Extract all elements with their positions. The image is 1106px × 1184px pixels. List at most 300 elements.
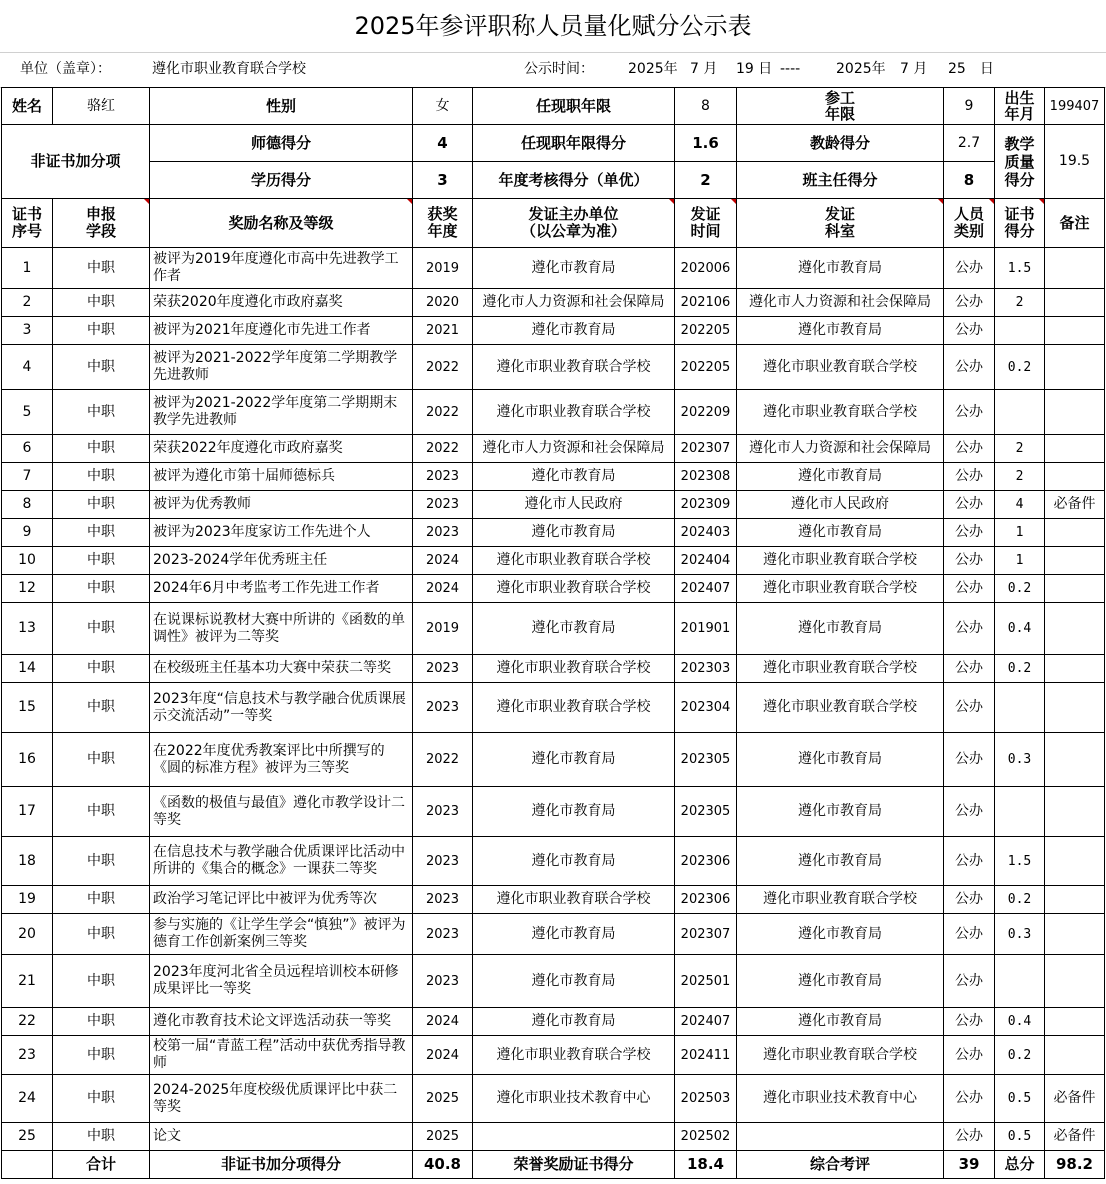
cell-stage: 中职 (53, 1036, 150, 1075)
cell-score: 0.4 (995, 1008, 1045, 1036)
table-row (2, 914, 1105, 955)
cell-time: 202209 (675, 390, 737, 435)
cell-time: 202305 (675, 733, 737, 787)
cell-time: 202307 (675, 435, 737, 463)
cell-award: 2023-2024学年优秀班主任 (150, 547, 413, 575)
cell-stage: 中职 (53, 1123, 150, 1151)
cell-score (995, 390, 1045, 435)
cell-stage: 中职 (53, 547, 150, 575)
cell-year: 2024 (413, 547, 473, 575)
cell-score: 1.5 (995, 248, 1045, 289)
cell-issuer: 遵化市人力资源和社会保障局 (473, 435, 675, 463)
cell-office: 遵化市人力资源和社会保障局 (737, 435, 944, 463)
cell-award: 论文 (150, 1123, 413, 1151)
cell-year: 2023 (413, 787, 473, 837)
non-cert-row-2 (2, 162, 1105, 199)
end-year: 2025年 (836, 61, 886, 77)
cell-time: 202305 (675, 787, 737, 837)
col-note: 备注 (1045, 199, 1105, 248)
cell-seq: 5 (2, 390, 53, 435)
cell-category: 公办 (944, 955, 995, 1008)
end-month: 7 月 (900, 61, 928, 77)
cell-seq: 21 (2, 955, 53, 1008)
cell-score: 0.5 (995, 1123, 1045, 1151)
cell-award: 被评为2019年度遵化市高中先进教学工作者 (150, 248, 413, 289)
table-row (2, 733, 1105, 787)
cell-note (1045, 914, 1105, 955)
cell-office: 遵化市教育局 (737, 914, 944, 955)
annual-eval-label: 年度考核得分（单优） (473, 162, 675, 199)
cell-note (1045, 519, 1105, 547)
cell-award: 荣获2020年度遵化市政府嘉奖 (150, 289, 413, 317)
summary-grand-label: 总分 (995, 1151, 1045, 1179)
cell-time: 202307 (675, 914, 737, 955)
cell-note (1045, 837, 1105, 886)
cell-office: 遵化市职业教育联合学校 (737, 390, 944, 435)
cell-year: 2023 (413, 655, 473, 683)
cell-stage: 中职 (53, 655, 150, 683)
cell-award: 荣获2022年度遵化市政府嘉奖 (150, 435, 413, 463)
cell-stage: 中职 (53, 345, 150, 390)
cell-note (1045, 955, 1105, 1008)
birth-value: 199407 (1045, 88, 1105, 125)
col-office: 发证 科室 (737, 199, 944, 248)
cell-note (1045, 733, 1105, 787)
cell-time: 201901 (675, 603, 737, 655)
ethics-label: 师德得分 (150, 125, 413, 162)
cell-note (1045, 683, 1105, 733)
cell-stage: 中职 (53, 603, 150, 655)
cell-award: 在说课标说教材大赛中所讲的《函数的单调性》被评为二等奖 (150, 603, 413, 655)
cell-note: 必备件 (1045, 1075, 1105, 1123)
cell-time: 202308 (675, 463, 737, 491)
cell-time: 202403 (675, 519, 737, 547)
gender-label: 性别 (150, 88, 413, 125)
cell-category: 公办 (944, 463, 995, 491)
col-time: 发证 时间 (675, 199, 737, 248)
cell-office: 遵化市人力资源和社会保障局 (737, 289, 944, 317)
seniority-label: 教龄得分 (737, 125, 944, 162)
start-day: 19 日 (736, 61, 773, 77)
cell-award: 2023年度“信息技术与教学融合优质课展示交流活动”一等奖 (150, 683, 413, 733)
cell-office: 遵化市职业教育联合学校 (737, 345, 944, 390)
name-value: 骆红 (53, 88, 150, 125)
cell-year: 2024 (413, 575, 473, 603)
cell-category: 公办 (944, 655, 995, 683)
cell-issuer: 遵化市人力资源和社会保障局 (473, 289, 675, 317)
table-row (2, 345, 1105, 390)
cell-seq: 4 (2, 345, 53, 390)
cell-note: 必备件 (1045, 1123, 1105, 1151)
cell-award: 参与实施的《让学生学会“慎独”》被评为德育工作创新案例三等奖 (150, 914, 413, 955)
cell-note (1045, 575, 1105, 603)
work-years-value: 9 (944, 88, 995, 125)
cell-year: 2023 (413, 463, 473, 491)
cell-score: 0.2 (995, 345, 1045, 390)
cell-stage: 中职 (53, 1008, 150, 1036)
cell-stage: 中职 (53, 317, 150, 345)
cell-award: 《函数的极值与最值》遵化市教学设计二等奖 (150, 787, 413, 837)
cell-category: 公办 (944, 435, 995, 463)
cell-stage: 中职 (53, 1075, 150, 1123)
cell-seq: 22 (2, 1008, 53, 1036)
cell-category: 公办 (944, 575, 995, 603)
summary-non-cert-label: 非证书加分项得分 (150, 1151, 413, 1179)
cell-stage: 中职 (53, 837, 150, 886)
cell-year: 2023 (413, 491, 473, 519)
cell-note (1045, 435, 1105, 463)
cell-issuer: 遵化市教育局 (473, 1008, 675, 1036)
cell-time: 202303 (675, 655, 737, 683)
cell-office: 遵化市教育局 (737, 733, 944, 787)
tenure-score-label: 任现职年限得分 (473, 125, 675, 162)
cell-note: 必备件 (1045, 491, 1105, 519)
cell-note (1045, 345, 1105, 390)
cell-office: 遵化市职业教育联合学校 (737, 1036, 944, 1075)
cell-score: 0.2 (995, 1036, 1045, 1075)
cell-year: 2019 (413, 603, 473, 655)
cell-stage: 中职 (53, 435, 150, 463)
col-award: 奖励名称及等级 (150, 199, 413, 248)
cell-award: 被评为2021年度遵化市先进工作者 (150, 317, 413, 345)
cell-time: 202503 (675, 1075, 737, 1123)
summary-overall-value: 39 (944, 1151, 995, 1179)
cell-category: 公办 (944, 345, 995, 390)
cell-time: 202106 (675, 289, 737, 317)
summary-honor-label: 荣誉奖励证书得分 (473, 1151, 675, 1179)
cell-office: 遵化市教育局 (737, 248, 944, 289)
cell-category: 公办 (944, 603, 995, 655)
cell-issuer: 遵化市教育局 (473, 603, 675, 655)
cell-stage: 中职 (53, 914, 150, 955)
cell-award: 被评为遵化市第十届师德标兵 (150, 463, 413, 491)
birth-label: 出生 年月 (995, 88, 1045, 125)
cell-time: 202501 (675, 955, 737, 1008)
cell-seq: 18 (2, 837, 53, 886)
ethics-value: 4 (413, 125, 473, 162)
cell-score: 2 (995, 289, 1045, 317)
unit-label: 单位（盖章）： (20, 61, 111, 77)
cell-year: 2022 (413, 345, 473, 390)
cell-time: 202407 (675, 575, 737, 603)
table-row (2, 289, 1105, 317)
cell-note (1045, 463, 1105, 491)
col-year: 获奖 年度 (413, 199, 473, 248)
cell-note (1045, 289, 1105, 317)
teaching-quality-value: 19.5 (1045, 125, 1105, 199)
cell-note (1045, 787, 1105, 837)
cell-year: 2022 (413, 435, 473, 463)
cell-year: 2023 (413, 519, 473, 547)
cell-office: 遵化市职业技术教育中心 (737, 1075, 944, 1123)
cell-note (1045, 547, 1105, 575)
cell-award: 2023年度河北省全员远程培训校本研修成果评比一等奖 (150, 955, 413, 1008)
cell-time: 202205 (675, 345, 737, 390)
cell-time: 202205 (675, 317, 737, 345)
cell-note (1045, 886, 1105, 914)
cell-year: 2024 (413, 1008, 473, 1036)
cell-award: 被评为2023年度家访工作先进个人 (150, 519, 413, 547)
cell-issuer: 遵化市职业教育联合学校 (473, 655, 675, 683)
cell-category: 公办 (944, 886, 995, 914)
cell-issuer: 遵化市教育局 (473, 317, 675, 345)
table-row (2, 886, 1105, 914)
cell-score: 2 (995, 463, 1045, 491)
cell-score: 0.4 (995, 603, 1045, 655)
cell-office: 遵化市教育局 (737, 1008, 944, 1036)
cell-stage: 中职 (53, 683, 150, 733)
cell-seq: 6 (2, 435, 53, 463)
summary-grand-value: 98.2 (1045, 1151, 1105, 1179)
cell-seq: 20 (2, 914, 53, 955)
table-row (2, 787, 1105, 837)
cell-category: 公办 (944, 1036, 995, 1075)
cell-stage: 中职 (53, 519, 150, 547)
summary-honor-value: 18.4 (675, 1151, 737, 1179)
col-issuer: 发证主办单位 （以公章为准） (473, 199, 675, 248)
cell-note (1045, 248, 1105, 289)
cell-note (1045, 1008, 1105, 1036)
cell-category: 公办 (944, 390, 995, 435)
cell-note (1045, 390, 1105, 435)
cell-time: 202304 (675, 683, 737, 733)
table-row (2, 519, 1105, 547)
cell-category: 公办 (944, 547, 995, 575)
cell-issuer: 遵化市职业教育联合学校 (473, 345, 675, 390)
cell-year: 2023 (413, 914, 473, 955)
table-row (2, 603, 1105, 655)
cell-year: 2023 (413, 683, 473, 733)
table-row (2, 463, 1105, 491)
cell-category: 公办 (944, 519, 995, 547)
score-table (1, 87, 1105, 1179)
end-day: 25 日 (948, 61, 994, 77)
cell-category: 公办 (944, 914, 995, 955)
cell-seq: 3 (2, 317, 53, 345)
cell-year: 2023 (413, 837, 473, 886)
cell-category: 公办 (944, 248, 995, 289)
cell-award: 在信息技术与教学融合优质课评比活动中所讲的《集合的概念》一课获二等奖 (150, 837, 413, 886)
table-row (2, 575, 1105, 603)
cell-category: 公办 (944, 1075, 995, 1123)
cell-office: 遵化市教育局 (737, 519, 944, 547)
cell-issuer: 遵化市职业教育联合学校 (473, 575, 675, 603)
cell-time: 202502 (675, 1123, 737, 1151)
cell-issuer: 遵化市教育局 (473, 955, 675, 1008)
table-row (2, 837, 1105, 886)
non-cert-row-1 (2, 125, 1105, 162)
cell-office: 遵化市职业教育联合学校 (737, 683, 944, 733)
table-row (2, 491, 1105, 519)
cell-category: 公办 (944, 1008, 995, 1036)
cell-award: 被评为2021-2022学年度第二学期教学先进教师 (150, 345, 413, 390)
cell-score (995, 317, 1045, 345)
page-title: 2025年参评职称人员量化赋分公示表 (0, 0, 1106, 53)
seniority-value: 2.7 (944, 125, 995, 162)
cell-year: 2024 (413, 1036, 473, 1075)
cell-year: 2021 (413, 317, 473, 345)
cell-office: 遵化市教育局 (737, 787, 944, 837)
cell-stage: 中职 (53, 491, 150, 519)
cell-seq: 19 (2, 886, 53, 914)
cell-stage: 中职 (53, 787, 150, 837)
info-bar (0, 52, 1106, 88)
cell-office: 遵化市教育局 (737, 317, 944, 345)
summary-row (2, 1151, 1105, 1179)
cell-score: 1 (995, 547, 1045, 575)
gender-value: 女 (413, 88, 473, 125)
column-header-row (2, 199, 1105, 248)
cell-time: 202306 (675, 837, 737, 886)
start-month: 7 月 (690, 61, 718, 77)
cell-seq: 13 (2, 603, 53, 655)
cell-award: 被评为优秀教师 (150, 491, 413, 519)
col-score: 证书 得分 (995, 199, 1045, 248)
time-label: 公示时间： (524, 61, 594, 77)
cell-office: 遵化市人民政府 (737, 491, 944, 519)
table-row (2, 1008, 1105, 1036)
cell-office: 遵化市教育局 (737, 603, 944, 655)
cell-year: 2020 (413, 289, 473, 317)
cell-year: 2025 (413, 1123, 473, 1151)
cell-office (737, 1123, 944, 1151)
cell-category: 公办 (944, 733, 995, 787)
cell-note (1045, 317, 1105, 345)
summary-empty-cell (2, 1151, 53, 1179)
col-category: 人员 类别 (944, 199, 995, 248)
cell-score: 0.3 (995, 733, 1045, 787)
cell-issuer: 遵化市教育局 (473, 787, 675, 837)
table-row (2, 683, 1105, 733)
cell-stage: 中职 (53, 955, 150, 1008)
cell-year: 2025 (413, 1075, 473, 1123)
cell-seq: 8 (2, 491, 53, 519)
cell-seq: 17 (2, 787, 53, 837)
cell-award: 校第一届“青蓝工程”活动中获优秀指导教师 (150, 1036, 413, 1075)
cell-issuer: 遵化市职业教育联合学校 (473, 683, 675, 733)
cell-year: 2019 (413, 248, 473, 289)
cell-note (1045, 1036, 1105, 1075)
cell-score: 0.2 (995, 575, 1045, 603)
teaching-quality-label: 教学 质量 得分 (995, 125, 1045, 199)
cell-score: 0.2 (995, 655, 1045, 683)
annual-eval-value: 2 (675, 162, 737, 199)
cell-seq: 14 (2, 655, 53, 683)
cell-stage: 中职 (53, 886, 150, 914)
cell-seq: 23 (2, 1036, 53, 1075)
cell-seq: 12 (2, 575, 53, 603)
cell-award: 2024-2025年度校级优质课评比中获二等奖 (150, 1075, 413, 1123)
cell-year: 2022 (413, 733, 473, 787)
table-row (2, 655, 1105, 683)
cell-score (995, 787, 1045, 837)
cell-score: 1.5 (995, 837, 1045, 886)
cell-score: 4 (995, 491, 1045, 519)
cell-office: 遵化市教育局 (737, 955, 944, 1008)
education-value: 3 (413, 162, 473, 199)
cell-stage: 中职 (53, 248, 150, 289)
education-label: 学历得分 (150, 162, 413, 199)
cell-time: 202411 (675, 1036, 737, 1075)
tenure-value: 8 (675, 88, 737, 125)
cell-year: 2022 (413, 390, 473, 435)
person-row (2, 88, 1105, 125)
cell-award: 被评为2021-2022学年度第二学期期末教学先进教师 (150, 390, 413, 435)
cell-award: 2024年6月中考监考工作先进工作者 (150, 575, 413, 603)
cell-time: 202404 (675, 547, 737, 575)
cell-time: 202006 (675, 248, 737, 289)
cell-time: 202309 (675, 491, 737, 519)
cell-category: 公办 (944, 787, 995, 837)
tenure-label: 任现职年限 (473, 88, 675, 125)
cell-category: 公办 (944, 837, 995, 886)
cell-office: 遵化市职业教育联合学校 (737, 547, 944, 575)
cell-seq: 24 (2, 1075, 53, 1123)
summary-total-label: 合计 (53, 1151, 150, 1179)
unit-value: 遵化市职业教育联合学校 (152, 61, 306, 77)
cell-score: 0.3 (995, 914, 1045, 955)
summary-non-cert-value: 40.8 (413, 1151, 473, 1179)
cell-score (995, 683, 1045, 733)
cell-office: 遵化市教育局 (737, 463, 944, 491)
table-row (2, 1123, 1105, 1151)
cell-seq: 16 (2, 733, 53, 787)
table-row (2, 1075, 1105, 1123)
cell-issuer: 遵化市教育局 (473, 733, 675, 787)
cell-issuer: 遵化市职业教育联合学校 (473, 390, 675, 435)
cell-time: 202306 (675, 886, 737, 914)
non-cert-label: 非证书加分项 (2, 125, 150, 199)
cell-category: 公办 (944, 683, 995, 733)
col-stage: 申报 学段 (53, 199, 150, 248)
cell-score: 2 (995, 435, 1045, 463)
summary-overall-label: 综合考评 (737, 1151, 944, 1179)
head-teacher-value: 8 (944, 162, 995, 199)
cell-stage: 中职 (53, 733, 150, 787)
cell-seq: 15 (2, 683, 53, 733)
tenure-score-value: 1.6 (675, 125, 737, 162)
cell-seq: 9 (2, 519, 53, 547)
cell-score (995, 955, 1045, 1008)
start-year: 2025年 (628, 61, 678, 77)
cell-issuer: 遵化市职业教育联合学校 (473, 1036, 675, 1075)
table-row (2, 248, 1105, 289)
cell-category: 公办 (944, 317, 995, 345)
table-row (2, 317, 1105, 345)
col-seq: 证书 序号 (2, 199, 53, 248)
cell-stage: 中职 (53, 575, 150, 603)
cell-score: 1 (995, 519, 1045, 547)
cell-category: 公办 (944, 1123, 995, 1151)
table-row (2, 1036, 1105, 1075)
name-label: 姓名 (2, 88, 53, 125)
cell-issuer (473, 1123, 675, 1151)
cell-seq: 10 (2, 547, 53, 575)
cell-issuer: 遵化市教育局 (473, 914, 675, 955)
cell-office: 遵化市职业教育联合学校 (737, 886, 944, 914)
cell-year: 2023 (413, 955, 473, 1008)
cell-issuer: 遵化市人民政府 (473, 491, 675, 519)
table-row (2, 435, 1105, 463)
cell-award: 遵化市教育技术论文评选活动获一等奖 (150, 1008, 413, 1036)
cell-stage: 中职 (53, 289, 150, 317)
cell-note (1045, 655, 1105, 683)
cell-seq: 25 (2, 1123, 53, 1151)
cell-issuer: 遵化市教育局 (473, 248, 675, 289)
cell-seq: 1 (2, 248, 53, 289)
cell-issuer: 遵化市教育局 (473, 519, 675, 547)
cell-office: 遵化市职业教育联合学校 (737, 575, 944, 603)
